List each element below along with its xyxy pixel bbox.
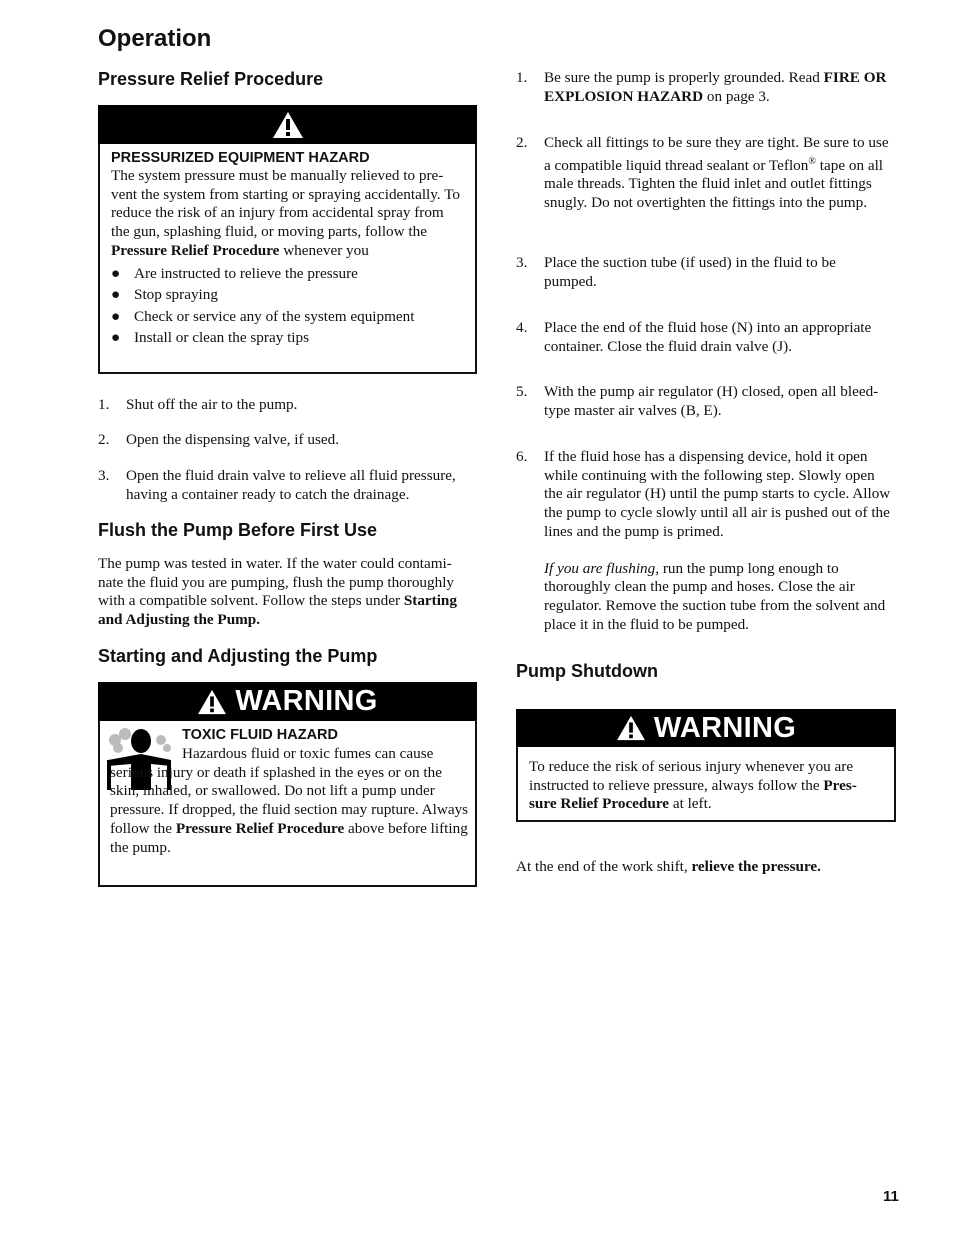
page-title: Operation	[98, 25, 212, 52]
warning-bullet-list	[111, 263, 463, 349]
list-item: ● Are instructed to relieve the pressure	[111, 264, 358, 282]
shutdown-warning-box	[516, 709, 896, 822]
flush-paragraph: The pump was tested in water. If the water could contami-nate the fluid you are pumping, flush the pump thoroughly with a compatible solvent. Follow the steps under Starting and Adjusting the Pump.	[98, 555, 457, 629]
list-item: ● Check or service any of the system equipment	[111, 307, 415, 325]
start-step-4: 4. Place the end of the fluid hose (N) into an appropriate container. Close the fluid drain valve (J).	[516, 319, 872, 355]
start-step-3: 3. Place the suction tube (if used) in the fluid to be pumped.	[516, 254, 836, 290]
pressure-relief-ref: Pressure Relief Procedure	[175, 819, 345, 837]
relief-step-3: 3. Open the fluid drain valve to relieve all fluid pressure, having a container ready to catch the drainage.	[98, 467, 456, 503]
shutdown-heading: Pump Shutdown	[516, 661, 658, 681]
hazard-title: PRESSURIZED EQUIPMENT HAZARD	[111, 150, 370, 166]
warning-triangle-icon	[197, 689, 227, 715]
start-step-5: 5. With the pump air regulator (H) closed, open all bleed-type master air valves (B, E).	[516, 383, 879, 419]
shutdown-paragraph: At the end of the work shift, relieve the pressure.	[516, 858, 821, 875]
warning-triangle-icon	[272, 111, 304, 139]
pressure-relief-heading: Pressure Relief Procedure	[98, 69, 324, 89]
warning-header-bar	[98, 105, 477, 144]
pressurized-equipment-warning-box	[98, 105, 477, 374]
start-step-1: 1. Be sure the pump is properly grounded. Read FIRE OR EXPLOSION HAZARD on page 3.	[516, 69, 887, 105]
warning-body: The system pressure must be manually relieved to pre-vent the system from starting or spraying accidentally. To reduce the risk of an injury from accidental spray from the gun, splashing fluid, or moving parts, follow the Pressure Relief Procedure whenever you	[111, 167, 461, 259]
list-item: ● Stop spraying	[111, 286, 218, 304]
warning-title: WARNING	[235, 685, 378, 717]
warning-body: Hazardous fluid or toxic fumes can cause serious injury or death if splashed in the eyes or on the skin, inhaled, or swallowed. Do not lift a pump under pressure. If dropped, the fluid section may rupture. Always follow the Pressure Relief Procedure above before lifting the pump.	[110, 745, 469, 856]
start-step-6: 6. If the fluid hose has a dispensing device, hold it open while continuing with the following step. Slowly open the air regulator (H) until the pump starts to cycle. Allow the pump to cycle slowly until all air is pushed out of the lines and the pump is primed. If you are flushing, run the pump long enough to thoroughly clean the pump and hoses. Close the air regulator. Remove the suction tube from the solvent and place it in the fluid to be pumped.	[516, 448, 891, 633]
hazard-title: TOXIC FLUID HAZARD	[182, 727, 339, 743]
pressure-relief-ref: Pressure Relief Procedure	[111, 241, 280, 259]
page-number: 11	[883, 1188, 899, 1205]
warning-header-bar	[98, 682, 477, 721]
pressure-relief-ref: Pres-sure Relief Procedure	[529, 776, 857, 813]
warning-body: To reduce the risk of serious injury whenever you are instructed to relieve pressure, always follow the Pres-sure Relief Procedure at left.	[529, 758, 857, 813]
toxic-fluid-warning-box	[98, 682, 477, 887]
relief-step-1: 1. Shut off the air to the pump.	[98, 396, 298, 413]
relief-step-2: 2. Open the dispensing valve, if used.	[98, 431, 340, 448]
flush-heading: Flush the Pump Before First Use	[98, 520, 378, 540]
warning-triangle-icon	[616, 715, 646, 741]
warning-title: WARNING	[653, 711, 797, 744]
starting-heading: Starting and Adjusting the Pump	[98, 646, 378, 666]
warning-header-bar	[516, 709, 896, 747]
list-item: ● Install or clean the spray tips	[111, 329, 310, 347]
start-step-2: 2. Check all fittings to be sure they are tight. Be sure to use a compatible liquid thread sealant or Teflon® tape on all male threads. Tighten the fluid inlet and outlet fittings snugly. Do not overtighten the fittings into the pump.	[516, 134, 889, 212]
